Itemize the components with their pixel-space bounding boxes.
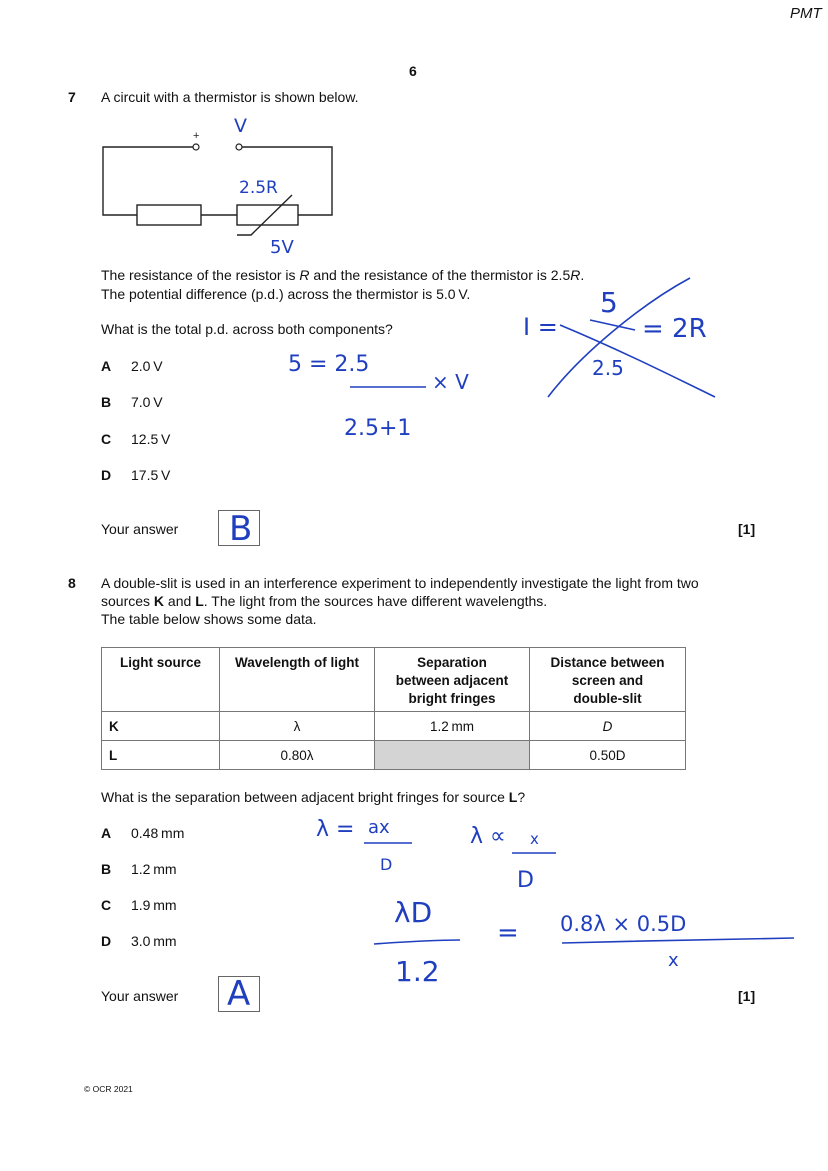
q7-option-d[interactable]: D 17.5 V bbox=[101, 467, 171, 483]
q8-option-a[interactable]: A 0.48 mm bbox=[101, 825, 185, 841]
hand-q7-i-eq: I = bbox=[523, 313, 558, 341]
table-cell-source-k: K bbox=[102, 712, 220, 741]
q7-option-c[interactable]: C 12.5 V bbox=[101, 431, 171, 447]
q7-answer-box[interactable] bbox=[218, 509, 260, 549]
q7-number: 7 bbox=[68, 89, 76, 105]
hand-q8-den: 1.2 bbox=[395, 955, 440, 988]
hand-q8-prop: λ ∝ bbox=[470, 824, 506, 849]
hand-q7-xv: × V bbox=[432, 370, 469, 394]
q8-number: 8 bbox=[68, 575, 76, 591]
hand-q8-fraction-line-1 bbox=[362, 840, 414, 846]
q8-answer-label: Your answer bbox=[101, 988, 179, 1004]
q7-option-a[interactable]: A 2.0 V bbox=[101, 358, 163, 374]
hand-q7-five: 5 bbox=[600, 286, 618, 319]
hand-q7-twofive: 2.5 bbox=[592, 356, 624, 380]
hand-q7-eq-2r: = 2R bbox=[642, 314, 707, 344]
q8-option-d[interactable]: D 3.0 mm bbox=[101, 933, 177, 949]
hand-q8-d: D bbox=[380, 855, 393, 874]
hand-q8-rhs-bottom: x bbox=[668, 950, 679, 971]
q8-intro-line2: sources K and L. The light from the sources have different wavelengths. bbox=[101, 593, 548, 609]
page-number: 6 bbox=[409, 63, 417, 79]
table-cell-source-l: L bbox=[102, 741, 220, 770]
hand-q7-eq-bottom: 2.5+1 bbox=[344, 416, 412, 441]
table-cell-distance-l: 0.50D bbox=[530, 741, 686, 770]
copyright: © OCR 2021 bbox=[84, 1084, 133, 1094]
hand-q8-x: x bbox=[530, 830, 539, 848]
hand-q8-answer: A bbox=[227, 974, 251, 1014]
hand-q8-fraction-line-3 bbox=[372, 938, 462, 946]
q8-intro-line1: A double-slit is used in an interference experiment to independently investigate the light from two bbox=[101, 575, 699, 591]
hand-q8-d2: D bbox=[517, 868, 534, 893]
table-cell-separation-k: 1.2 mm bbox=[375, 712, 530, 741]
table-header-distance: Distance between screen and double-slit bbox=[530, 648, 686, 712]
circuit-diagram bbox=[95, 115, 345, 260]
q7-marks: [1] bbox=[738, 521, 756, 537]
hand-q8-ld: λD bbox=[394, 896, 433, 929]
table-cell-wavelength-k: λ bbox=[220, 712, 375, 741]
table-cell-separation-l-shaded bbox=[375, 741, 530, 770]
pmt-label: PMT bbox=[790, 5, 822, 22]
q8-question: What is the separation between adjacent bright fringes for source L? bbox=[101, 789, 526, 805]
table-cell-distance-k: D bbox=[530, 712, 686, 741]
q7-question: What is the total p.d. across both components? bbox=[101, 321, 393, 337]
q7-intro: A circuit with a thermistor is shown below. bbox=[101, 89, 359, 105]
q7-answer-label: Your answer bbox=[101, 521, 179, 537]
negative-terminal bbox=[236, 144, 242, 150]
table-row bbox=[102, 741, 686, 770]
plus-sign: + bbox=[193, 130, 200, 142]
thermistor-symbol bbox=[237, 205, 298, 225]
hand-q8-eq: = bbox=[497, 918, 519, 948]
hand-q8-lambda-eq: λ = bbox=[316, 817, 355, 842]
hand-2-5r: 2.5R bbox=[239, 178, 278, 198]
table-cell-wavelength-l: 0.80λ bbox=[220, 741, 375, 770]
hand-q7-eq-top: 5 = 2.5 bbox=[288, 352, 370, 377]
hand-5v: 5V bbox=[270, 237, 294, 258]
hand-q8-fraction-line-4 bbox=[560, 936, 796, 946]
resistor-symbol bbox=[137, 205, 201, 225]
q7-line2: The potential difference (p.d.) across the thermistor is 5.0 V. bbox=[101, 286, 471, 302]
table-header-separation: Separation between adjacent bright fringes bbox=[375, 648, 530, 712]
table-header-light-source: Light source bbox=[102, 648, 220, 712]
positive-terminal bbox=[193, 144, 199, 150]
hand-q7-answer: B bbox=[229, 509, 253, 549]
q8-option-c[interactable]: C 1.9 mm bbox=[101, 897, 177, 913]
q7-line1: The resistance of the resistor is R and the resistance of the thermistor is 2.5R. bbox=[101, 267, 585, 283]
table-header-wavelength: Wavelength of light bbox=[220, 648, 375, 712]
q7-option-b[interactable]: B 7.0 V bbox=[101, 394, 163, 410]
q8-marks: [1] bbox=[738, 988, 756, 1004]
hand-q8-fraction-line-2 bbox=[510, 850, 558, 856]
q8-answer-box[interactable] bbox=[218, 976, 260, 1012]
table-row bbox=[102, 712, 686, 741]
hand-q7-crossout bbox=[540, 275, 730, 405]
hand-v: V bbox=[234, 115, 247, 137]
hand-q7-fraction-line bbox=[348, 384, 428, 390]
hand-q8-rhs-top: 0.8λ × 0.5D bbox=[560, 912, 687, 936]
q8-option-b[interactable]: B 1.2 mm bbox=[101, 861, 177, 877]
q8-intro-line3: The table below shows some data. bbox=[101, 611, 317, 627]
hand-q8-ax: ax bbox=[368, 817, 390, 838]
data-table bbox=[101, 647, 686, 770]
